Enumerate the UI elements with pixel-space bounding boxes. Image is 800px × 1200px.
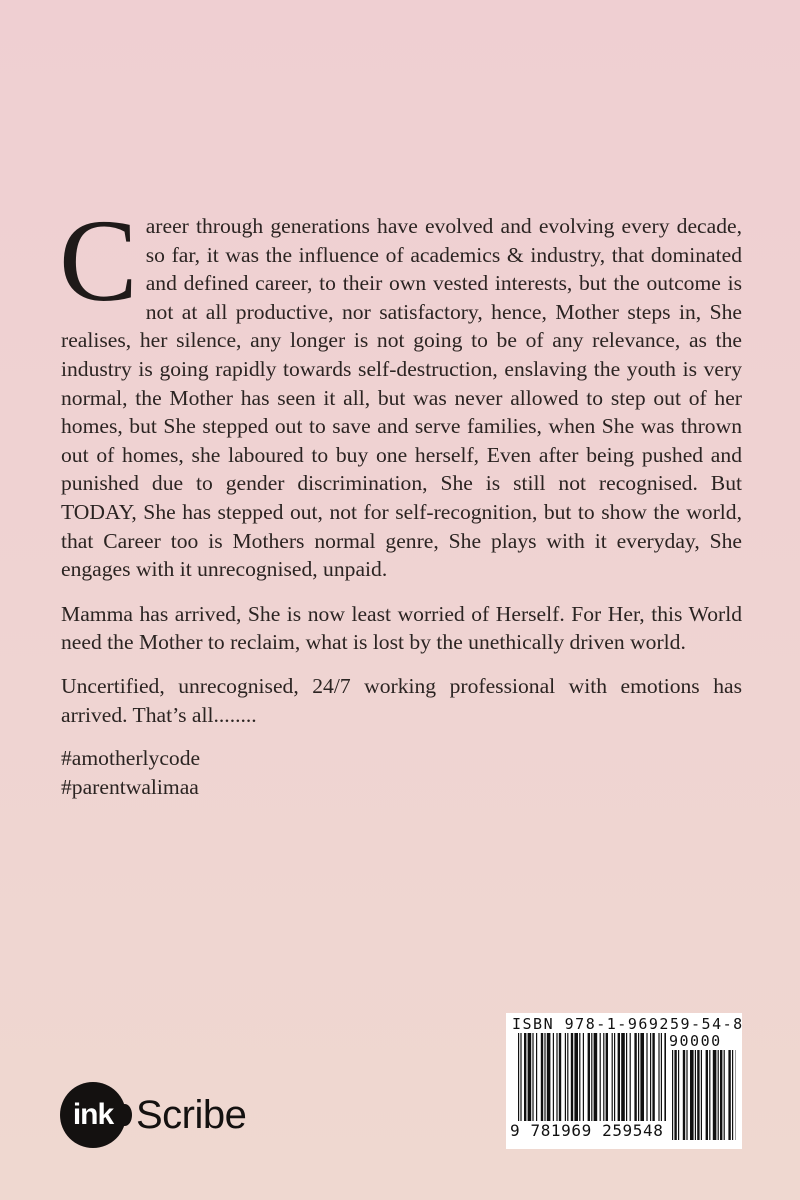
publisher-name: Scribe: [136, 1092, 247, 1137]
barcode-ean-digits: 9 781969 259548: [510, 1121, 664, 1140]
back-cover-blurb: [59, 195, 742, 801]
barcode-addon-digits: 90000: [669, 1032, 722, 1050]
hashtag-list: [61, 744, 742, 801]
ink-badge-text: ink: [72, 1098, 114, 1131]
drop-cap: C: [59, 195, 138, 326]
blurb-paragraph-1-text: areer through generations have evolved and evolving every decade, so far, it was the influence of academics & industry, that dominated and defined career, to their own vested interests, but the outcome is not at all productive, nor satisfactory, hence, Mother steps in, She realises, her silence, any longer is not going to be of any relevance, as the industry is going rapidly towards self-destruction, enslaving the youth is very normal, the Mother has seen it all, but was never allowed to step out of her homes, but She stepped out to save and serve families, when She was thrown out of homes, she laboured to buy one herself, Even after being pushed and punished due to gender discrimination, She is still not recognised. But TODAY, She has stepped out, not for self-recognition, but to show the world, that Career too is Mothers normal genre, She plays with it everyday, She engages with it unrecognised, unpaid.: [61, 214, 742, 582]
isbn-barcode: [506, 1013, 742, 1149]
blurb-paragraph-1: [59, 195, 742, 584]
blurb-paragraph-2: Mamma has arrived, She is now least worried of Herself. For Her, this World need the Mother to reclaim, what is lost by the unethically driven world.: [61, 601, 742, 655]
hashtag-1: #amotherlycode: [61, 746, 201, 771]
blurb-paragraph-3: Uncertified, unrecognised, 24/7 working professional with emotions has arrived. That’s all........: [61, 673, 742, 727]
hashtag-2: #parentwalimaa: [61, 774, 199, 799]
barcode-addon-bars: [672, 1050, 736, 1140]
isbn-label: ISBN 978-1-969259-54-8: [512, 1015, 744, 1033]
publisher-logo: [60, 1082, 246, 1148]
ink-badge-logo: [60, 1082, 126, 1148]
